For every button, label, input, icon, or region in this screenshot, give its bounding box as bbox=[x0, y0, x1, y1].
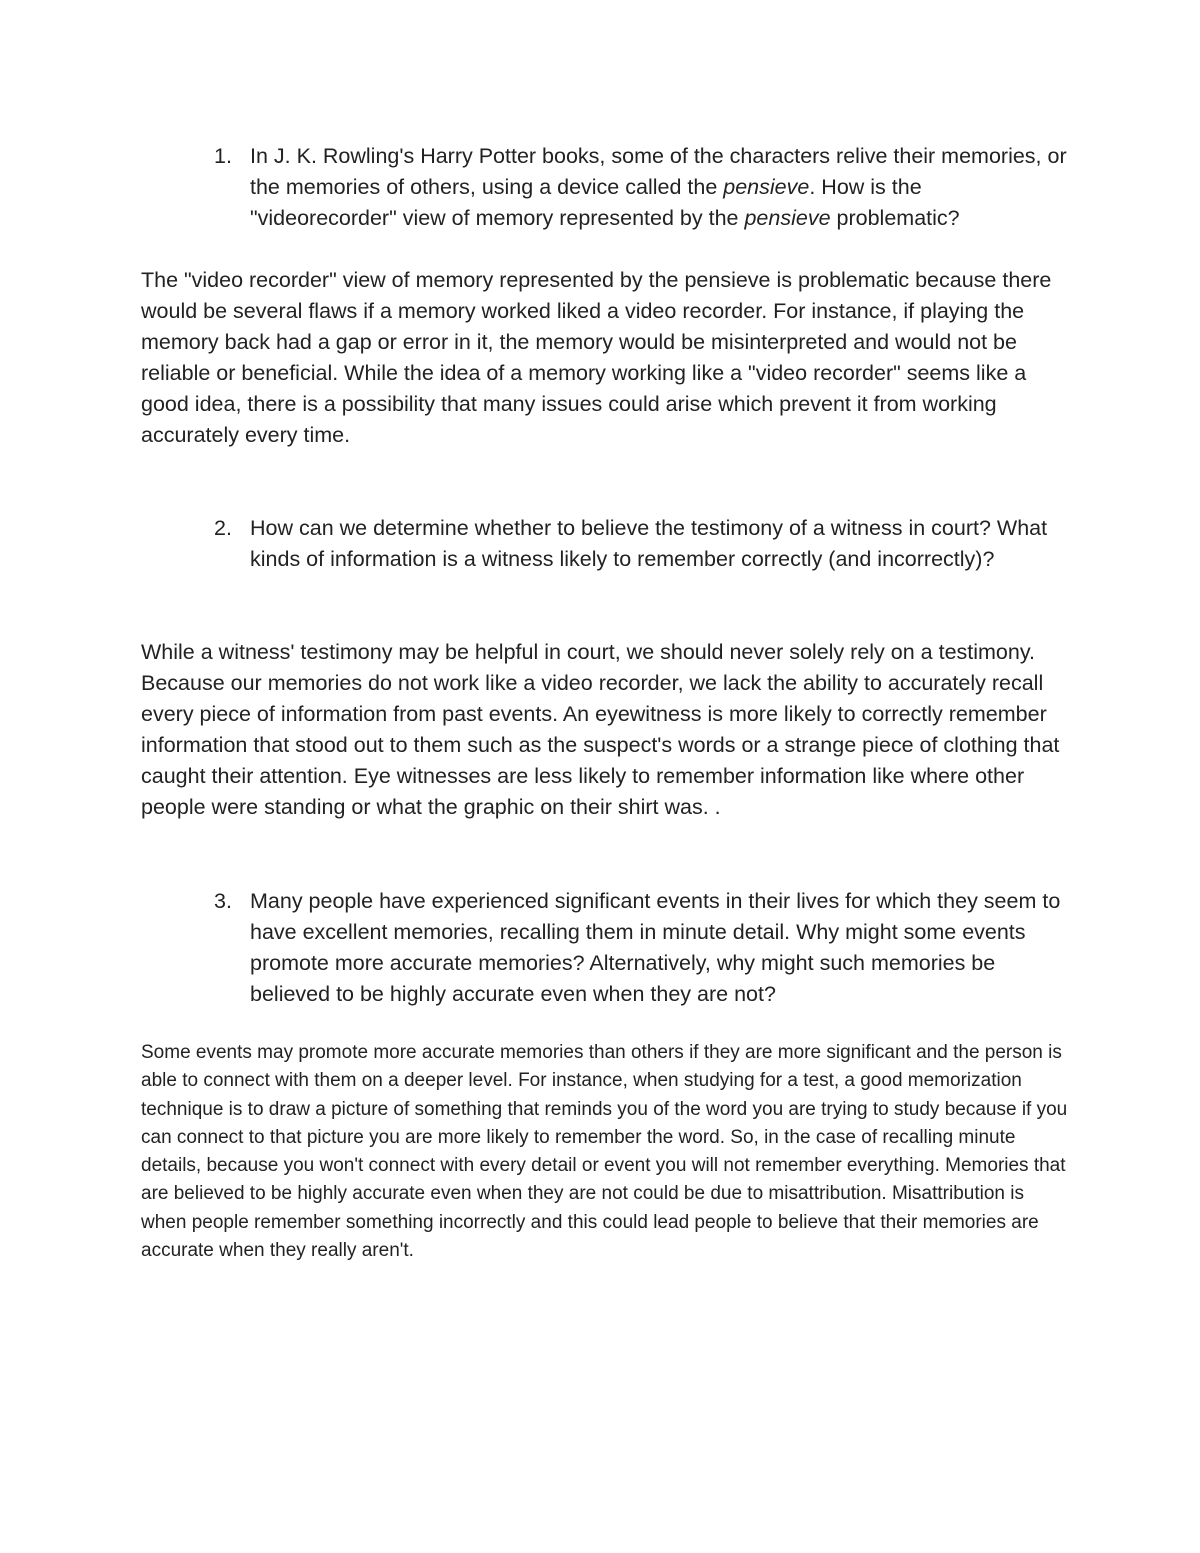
answer-1: The "video recorder" view of memory represented by the pensieve is problematic because there would be several flaws if a memory worked liked a video recorder. For instance, if playing the memory back had a gap or error in it, the memory would be misinterpreted and would not be reliable or beneficial. While the idea of a memory working like a "video recorder" seems like a good idea, there is a possibility that many issues could arise which prevent it from working accurately every time. bbox=[141, 268, 1052, 447]
question-number: 3. bbox=[214, 889, 232, 913]
question-number: 1. bbox=[214, 144, 232, 168]
answer-2: While a witness' testimony may be helpful in court, we should never solely rely on a testimony. Because our memories do not work like a video recorder, we lack the ability to accurately recall every piece of information from past events. An eyewitness is more likely to correctly remember information that stood out to them such as the suspect's words or a strange piece of clothing that caught their attention. Eye witnesses are less likely to remember information like where other people were standing or what the graphic on their shirt was. . bbox=[141, 640, 1060, 819]
question-number: 2. bbox=[214, 516, 232, 540]
question-text: Many people have experienced significant events in their lives for which they seem to have excellent memories, recalling them in minute detail. Why might some events promote more accurate memories? Alternatively, why might such memories be believed to be highly accurate even when they are not? bbox=[250, 889, 1061, 1006]
question-text-part: problematic? bbox=[830, 206, 960, 230]
question-text: How can we determine whether to believe the testimony of a witness in court? What kinds of information is a witness likely to remember correctly (and incorrectly)? bbox=[250, 516, 1048, 571]
question-text-part: In J. K. Rowling's Harry Potter books, some of the characters relive their memories, or the memories of others, using a device called the bbox=[250, 144, 1067, 199]
question-text bbox=[250, 141, 1070, 234]
question-text-part: . How is the "videorecorder" view of memory represented by the bbox=[250, 175, 922, 230]
italic-term: pensieve bbox=[744, 206, 831, 230]
italic-term: pensieve bbox=[723, 175, 810, 199]
answer-3: Some events may promote more accurate memories than others if they are more significant and the person is able to connect with them on a deeper level. For instance, when studying for a test, a good memorization technique is to draw a picture of something that reminds you of the word you are trying to study because if you can connect to that picture you are more likely to remember the word. So, in the case of recalling minute details, because you won't connect with every detail or event you will not remember everything. Memories that are believed to be highly accurate even when they are not could be due to misattribution. Misattribution is when people remember something incorrectly and this could lead people to believe that their memories are accurate when they really aren't. bbox=[141, 1042, 1068, 1262]
